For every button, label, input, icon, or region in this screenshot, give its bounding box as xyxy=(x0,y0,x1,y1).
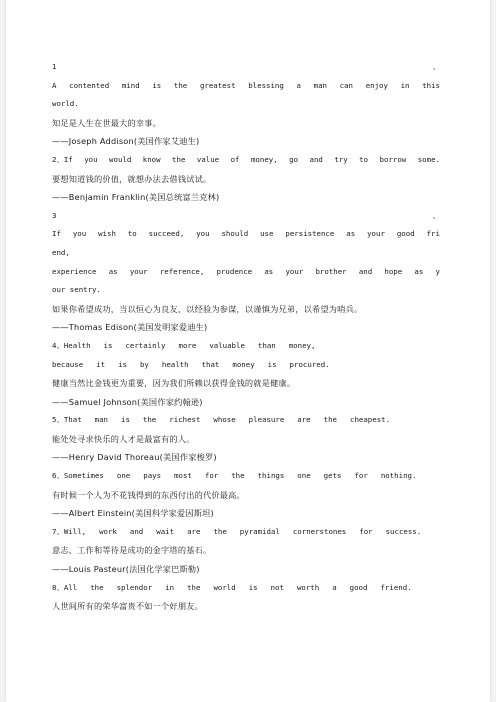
english-word: friend. xyxy=(380,582,412,592)
item-number-punctuation: 、 xyxy=(432,62,440,71)
english-word: the xyxy=(187,582,201,592)
english-word: try xyxy=(334,154,348,164)
english-word: are xyxy=(187,526,201,536)
english-word: pleasure xyxy=(248,415,285,425)
english-text-line xyxy=(52,263,440,282)
chinese-translation-line: 知足是人生在世最大的幸事。 xyxy=(52,117,162,128)
chinese-translation-line: 意志、工作和等待是成功的金字塔的基石。 xyxy=(52,545,212,556)
english-word: success. xyxy=(385,526,422,536)
english-word: can xyxy=(339,80,354,90)
item-number-punctuation: 、 xyxy=(432,210,440,220)
english-word: you xyxy=(72,229,87,239)
english-word: a xyxy=(296,80,301,90)
numbered-heading-line xyxy=(52,207,440,226)
quote-attribution: ——Henry David Thoreau(美国作家梭罗) xyxy=(52,452,217,463)
english-word: are xyxy=(297,415,311,425)
english-word: as xyxy=(346,229,356,239)
english-text-line: end, xyxy=(52,247,70,257)
english-word: and xyxy=(358,266,373,276)
english-word: 8、All xyxy=(52,582,78,592)
english-word: pays xyxy=(143,471,162,481)
english-text-line xyxy=(52,356,440,375)
english-word: of xyxy=(230,154,240,164)
english-word: for xyxy=(359,526,373,536)
quote-attribution: ——Louis Pasteur(法国化学家巴斯勒) xyxy=(52,564,200,575)
english-word: good xyxy=(349,582,368,592)
english-word: is xyxy=(248,582,258,592)
english-word: the xyxy=(213,526,227,536)
english-word: certainly xyxy=(125,340,166,350)
english-word: whose xyxy=(213,415,236,425)
english-word: is xyxy=(118,359,127,369)
english-text-line xyxy=(52,225,440,244)
english-text-line xyxy=(52,579,440,598)
english-word: not xyxy=(270,582,284,592)
english-word: things xyxy=(257,471,285,481)
english-word: as xyxy=(414,266,424,276)
document-page xyxy=(6,0,490,702)
english-word: by xyxy=(139,359,149,369)
english-word: the xyxy=(172,154,186,164)
quote-attribution: ——Benjamin Franklin(美国总统富兰克林) xyxy=(52,192,220,203)
english-word: is xyxy=(121,415,130,425)
chinese-translation-line: 能处处寻求快乐的人才是最富有的人。 xyxy=(52,433,195,444)
english-word: in xyxy=(400,80,410,90)
english-word: most xyxy=(174,471,192,481)
english-word: y xyxy=(435,266,440,276)
quote-attribution: ——Thomas Edison(美国发明家爱迪生) xyxy=(52,322,208,333)
english-word: succeed, xyxy=(148,229,185,239)
english-word: persistence xyxy=(285,229,335,239)
english-word: use xyxy=(260,229,274,239)
english-word: know xyxy=(142,154,161,164)
chinese-translation-line: 人世间所有的荣华富贵不如一个好朋友。 xyxy=(52,601,203,612)
english-word: you xyxy=(196,229,210,239)
english-word: money, xyxy=(288,340,316,350)
english-word: cheapest. xyxy=(350,415,391,425)
english-word: to xyxy=(359,154,369,164)
english-word: go xyxy=(289,154,299,164)
english-word: blessing xyxy=(248,80,284,90)
english-text-line: world. xyxy=(52,99,79,109)
english-word: your xyxy=(129,266,148,276)
english-word: 6、Sometimes xyxy=(52,471,104,481)
chinese-translation-line: 健康当然比金钱更为重要，因为我们所赖以获得金钱的就是健康。 xyxy=(52,378,296,389)
english-word: you xyxy=(84,154,98,164)
english-word: should xyxy=(221,229,249,239)
english-word: procured. xyxy=(289,359,330,369)
quote-attribution: ——Samuel Johnson(美国作家约翰逊) xyxy=(52,396,203,407)
english-word: A xyxy=(52,80,57,90)
english-word: man xyxy=(313,80,327,90)
english-word: and xyxy=(129,526,144,536)
english-word: one xyxy=(297,471,311,481)
english-word: for xyxy=(204,471,219,481)
english-word: the xyxy=(142,415,157,425)
english-word: money xyxy=(232,359,255,369)
english-word: it xyxy=(96,359,106,369)
english-word: richest xyxy=(169,415,201,425)
item-number: 1 xyxy=(52,62,57,71)
english-text-line xyxy=(52,337,440,356)
english-word: is xyxy=(267,359,277,369)
numbered-heading-line xyxy=(52,58,440,77)
english-word: work xyxy=(99,526,117,536)
english-word: good xyxy=(396,229,415,239)
english-word: in xyxy=(165,582,175,592)
english-word: your xyxy=(285,266,304,276)
english-word: gets xyxy=(323,471,342,481)
english-word: contented xyxy=(69,80,110,90)
english-word: reference, xyxy=(159,266,205,276)
chinese-translation-line: 要想知道钱的价值，就想办法去借钱试试。 xyxy=(52,173,212,184)
english-word: health xyxy=(161,359,189,369)
english-word: money, xyxy=(250,154,278,164)
english-word: a xyxy=(332,582,337,592)
english-word: is xyxy=(152,80,162,90)
english-word: the xyxy=(231,471,245,481)
english-text-line xyxy=(52,77,440,96)
document-content xyxy=(52,58,440,616)
english-word: man xyxy=(94,415,108,425)
english-word: prudence xyxy=(216,266,253,276)
english-word: value xyxy=(196,154,220,164)
english-word: and xyxy=(309,154,323,164)
english-word: for xyxy=(354,471,368,481)
english-word: cornerstones xyxy=(292,526,347,536)
english-text-line: our sentry. xyxy=(52,285,101,295)
english-word: the xyxy=(173,80,188,90)
english-word: as xyxy=(108,266,118,276)
english-word: to xyxy=(127,229,137,239)
english-word: because xyxy=(52,359,84,369)
english-text-line xyxy=(52,523,440,542)
english-word: the xyxy=(323,415,337,425)
english-word: splendor xyxy=(116,582,153,592)
english-word: more xyxy=(178,340,197,350)
english-word: greatest xyxy=(199,80,236,90)
english-word: 7、Will, xyxy=(52,526,87,536)
chinese-translation-line: 有时候一个人为不花钱得到的东西付出的代价最高。 xyxy=(52,489,245,500)
english-word: hope xyxy=(384,266,403,276)
english-word: as xyxy=(264,266,274,276)
chinese-translation-line: 如果你希望成功，当以恒心为良友，以经验为参谋，以谨慎为兄弟，以希望为哨兵。 xyxy=(52,303,363,314)
english-word: fri xyxy=(426,229,440,239)
english-word: nothing. xyxy=(380,471,417,481)
english-word: wait xyxy=(156,526,175,536)
item-number: 3 xyxy=(52,210,57,220)
quote-attribution: ——Joseph Addison(美国作家艾迪生) xyxy=(52,136,200,147)
english-word: borrow xyxy=(379,154,407,164)
english-word: pyramidal xyxy=(239,526,280,536)
english-word: 5、That xyxy=(52,415,82,425)
english-word: than xyxy=(257,340,276,350)
english-word: some. xyxy=(417,154,440,164)
english-word: that xyxy=(201,359,220,369)
english-word: is xyxy=(103,340,113,350)
english-word: wish xyxy=(98,229,116,239)
english-text-line xyxy=(52,151,440,170)
english-word: If xyxy=(52,229,61,239)
english-word: one xyxy=(116,471,131,481)
english-text-line xyxy=(52,467,440,486)
english-word: your xyxy=(367,229,385,239)
english-word: experience xyxy=(52,266,97,276)
english-word: 2、If xyxy=(52,154,73,164)
english-word: brother xyxy=(315,266,347,276)
english-text-line xyxy=(52,411,440,430)
english-word: world xyxy=(213,582,236,592)
english-word: would xyxy=(109,154,132,164)
english-word: enjoy xyxy=(365,80,388,90)
english-word: this xyxy=(422,80,440,90)
english-word: mind xyxy=(121,80,140,90)
english-word: 4、Health xyxy=(52,340,91,350)
quote-attribution: ——Albert Einstein(美国科学家爱因斯坦) xyxy=(52,508,214,519)
english-word: worth xyxy=(296,582,320,592)
english-word: valuable xyxy=(209,340,245,350)
english-word: the xyxy=(90,582,104,592)
